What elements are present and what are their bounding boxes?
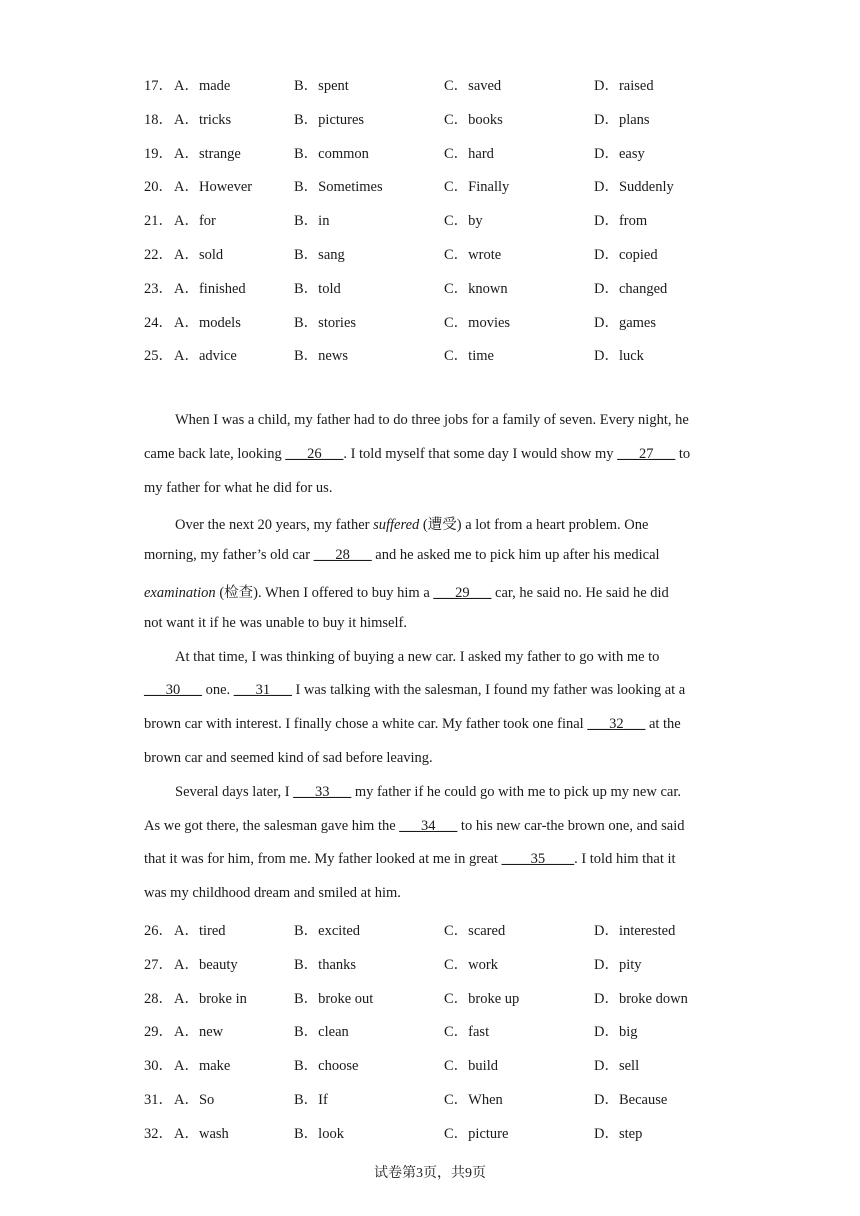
option-a[interactable]: A．made [174,78,231,94]
option-d[interactable]: D．plans [594,111,650,128]
question-row [144,277,744,297]
question-row [144,243,744,263]
passage-line: that it was for him, from me. My father looked at me in great ____35____. I told him that it [144,851,676,867]
option-a[interactable]: A．tricks [174,111,232,128]
blank-31[interactable]: ___31___ [233,682,292,698]
question-row [144,987,744,1007]
option-b[interactable]: B．excited [294,923,361,939]
option-c[interactable]: C．work [444,956,498,973]
option-c[interactable]: C．When [444,1092,503,1108]
option-c[interactable]: C．time [444,348,494,365]
option-b[interactable]: B．spent [294,78,349,94]
option-a[interactable]: A．tired [174,923,226,939]
option-d[interactable]: D．broke down [594,990,688,1007]
option-a[interactable]: A．advice [174,348,237,365]
question-row [144,1122,744,1142]
blank-34[interactable]: ___34___ [399,818,458,834]
question-number: 26． [144,923,173,939]
option-b[interactable]: B．Sometimes [294,179,383,196]
option-b[interactable]: B．common [294,145,369,162]
option-d[interactable]: D．Because [594,1092,668,1108]
option-c[interactable]: C．broke up [444,990,520,1007]
option-a[interactable]: A．beauty [174,956,238,973]
option-a[interactable]: A．new [174,1024,224,1041]
question-row [144,311,744,331]
option-c[interactable]: C．Finally [444,179,510,196]
passage-line: ___30___ one. ___31___ I was talking with the salesman, I found my father was looking at a [144,682,686,698]
passage-line: examination (检查). When I offered to buy him a ___29___ car, he said no. He said he did [144,585,669,601]
question-number: 23． [144,280,173,297]
question-row [144,108,744,128]
option-b[interactable]: B．look [294,1125,344,1142]
option-d[interactable]: D．easy [594,145,645,162]
blank-35[interactable]: ____35____ [501,851,575,867]
passage-line: brown car with interest. I finally chose a white car. My father took one final ___32___ at the [144,716,681,732]
blank-28[interactable]: ___28___ [313,547,372,563]
passage-line: As we got there, the salesman gave him the ___34___ to his new car-the brown one, and said [144,818,685,834]
question-row [144,74,744,94]
passage-line: came back late, looking ___26___. I told myself that some day I would show my ___27___ to [144,446,691,462]
passage-line: brown car and seemed kind of sad before leaving. [144,750,433,766]
blank-29[interactable]: ___29___ [433,585,492,601]
option-c[interactable]: C．fast [444,1024,490,1041]
question-row [144,175,744,195]
option-b[interactable]: B．broke out [294,990,374,1007]
option-a[interactable]: A．sold [174,247,224,263]
blank-33[interactable]: ___33___ [293,784,352,800]
option-a[interactable]: A．So [174,1092,215,1108]
question-row [144,1020,744,1040]
option-d[interactable]: D．from [594,213,648,230]
option-c[interactable]: C．movies [444,314,511,331]
option-b[interactable]: B．told [294,280,341,297]
option-a[interactable]: A．finished [174,280,246,297]
page-footer: 试卷第3页，共9页 [374,1166,486,1181]
question-row [144,209,744,229]
option-d[interactable]: D．sell [594,1058,640,1075]
option-b[interactable]: B．stories [294,314,357,331]
question-number: 20． [144,179,173,196]
question-number: 24． [144,314,173,331]
question-number: 22． [144,247,173,263]
question-number: 28． [144,990,173,1007]
option-d[interactable]: D．interested [594,923,676,939]
option-a[interactable]: A．wash [174,1125,229,1142]
question-number: 27． [144,956,173,973]
passage-line: morning, my father’s old car ___28___ and he asked me to pick him up after his medical [144,547,660,563]
option-c[interactable]: C．saved [444,78,502,94]
option-b[interactable]: B．thanks [294,956,357,973]
question-number: 21． [144,213,173,230]
option-c[interactable]: C．build [444,1058,498,1075]
option-b[interactable]: B．sang [294,247,345,263]
option-b[interactable]: B．choose [294,1058,359,1075]
option-a[interactable]: A．However [174,179,253,196]
blank-30[interactable]: ___30___ [144,682,202,698]
question-row [144,919,744,939]
blank-26[interactable]: ___26___ [285,446,344,462]
option-b[interactable]: B．in [294,213,330,230]
question-row [144,1088,744,1108]
option-d[interactable]: D．pity [594,956,642,973]
option-a[interactable]: A．strange [174,145,241,162]
passage-line: not want it if he was unable to buy it himself. [144,615,407,631]
option-b[interactable]: B．news [294,348,348,365]
blank-27[interactable]: ___27___ [617,446,676,462]
option-b[interactable]: B．pictures [294,111,365,128]
option-b[interactable]: B．clean [294,1024,349,1041]
question-number: 32． [144,1125,173,1142]
question-number: 17． [144,78,173,94]
option-c[interactable]: C．by [444,213,483,230]
option-d[interactable]: D．games [594,314,657,331]
option-d[interactable]: D．changed [594,280,668,297]
question-row [144,142,744,162]
question-row [144,953,744,973]
passage-line: Over the next 20 years, my father suffered (遭受) a lot from a heart problem. One [175,517,649,533]
passage-line: At that time, I was thinking of buying a new car. I asked my father to go with me to [175,649,660,665]
option-d[interactable]: D．copied [594,247,658,263]
passage-line: was my childhood dream and smiled at him. [144,885,401,901]
option-c[interactable]: C．hard [444,145,494,162]
option-c[interactable]: C．wrote [444,247,502,263]
option-b[interactable]: B．If [294,1092,328,1108]
option-a[interactable]: A．for [174,213,216,230]
question-number: 25． [144,348,173,365]
option-c[interactable]: C．picture [444,1125,509,1142]
passage-line: When I was a child, my father had to do three jobs for a family of seven. Every night, he [175,412,689,428]
passage-line: my father for what he did for us. [144,480,333,496]
option-a[interactable]: A．broke in [174,990,247,1007]
question-number: 19． [144,145,173,162]
passage-line: Several days later, I ___33___ my father if he could go with me to pick up my new car. [175,784,681,800]
question-number: 29． [144,1024,173,1041]
option-d[interactable]: D．Suddenly [594,179,674,196]
blank-32[interactable]: ___32___ [587,716,646,732]
option-d[interactable]: D．step [594,1125,643,1142]
option-d[interactable]: D．big [594,1024,638,1041]
option-c[interactable]: C．books [444,111,503,128]
question-row [144,1054,744,1074]
question-number: 18． [144,111,173,128]
option-c[interactable]: C．scared [444,923,506,939]
option-a[interactable]: A．make [174,1058,231,1075]
option-a[interactable]: A．models [174,314,241,331]
option-d[interactable]: D．luck [594,348,644,365]
question-row [144,344,744,364]
option-d[interactable]: D．raised [594,78,654,94]
option-c[interactable]: C．known [444,280,508,297]
question-number: 31． [144,1092,173,1108]
question-number: 30． [144,1058,173,1075]
